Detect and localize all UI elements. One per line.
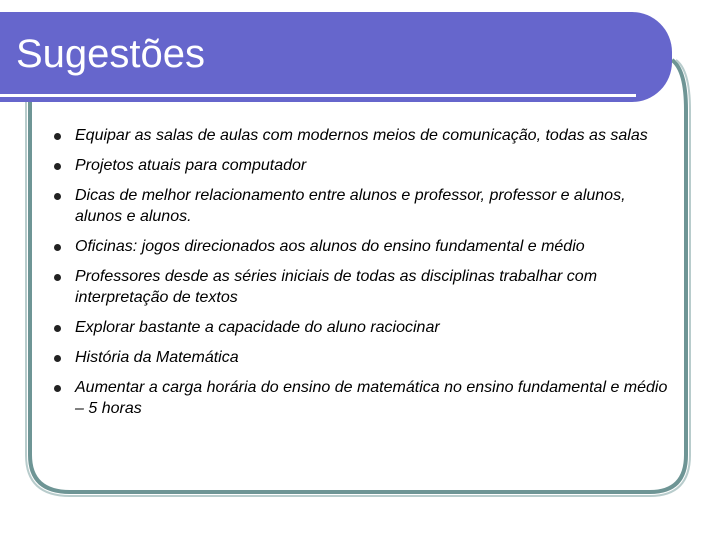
bullet-icon	[54, 163, 61, 170]
list-item-text: História da Matemática	[75, 349, 239, 366]
list-item-text: Dicas de melhor relacionamento entre alunos e professor, professor e alunos, alunos e alunos.	[75, 187, 626, 225]
bullet-icon	[54, 385, 61, 392]
title-underline	[0, 94, 636, 97]
bullet-icon	[54, 244, 61, 251]
bullet-icon	[54, 193, 61, 200]
list-item	[54, 347, 674, 368]
list-item	[54, 377, 674, 419]
list-item	[54, 317, 674, 338]
bullet-list	[54, 125, 674, 419]
list-item-text: Projetos atuais para computador	[75, 157, 307, 174]
bullet-icon	[54, 133, 61, 140]
bullet-icon	[54, 325, 61, 332]
list-item	[54, 236, 674, 257]
list-item	[54, 155, 674, 176]
list-item	[54, 125, 674, 146]
bullet-icon	[54, 274, 61, 281]
slide-title: Sugestões	[16, 32, 206, 76]
list-item-text: Equipar as salas de aulas com modernos meios de comunicação, todas as salas	[75, 127, 648, 144]
list-item	[54, 266, 674, 308]
list-item-text: Explorar bastante a capacidade do aluno raciocinar	[75, 319, 440, 336]
list-item	[54, 185, 674, 227]
list-item-text: Aumentar a carga horária do ensino de matemática no ensino fundamental e médio – 5 horas	[75, 379, 668, 417]
list-item-text: Oficinas: jogos direcionados aos alunos do ensino fundamental e médio	[75, 238, 585, 255]
bullet-icon	[54, 355, 61, 362]
list-item-text: Professores desde as séries iniciais de todas as disciplinas trabalhar com interpretação de textos	[75, 268, 598, 306]
